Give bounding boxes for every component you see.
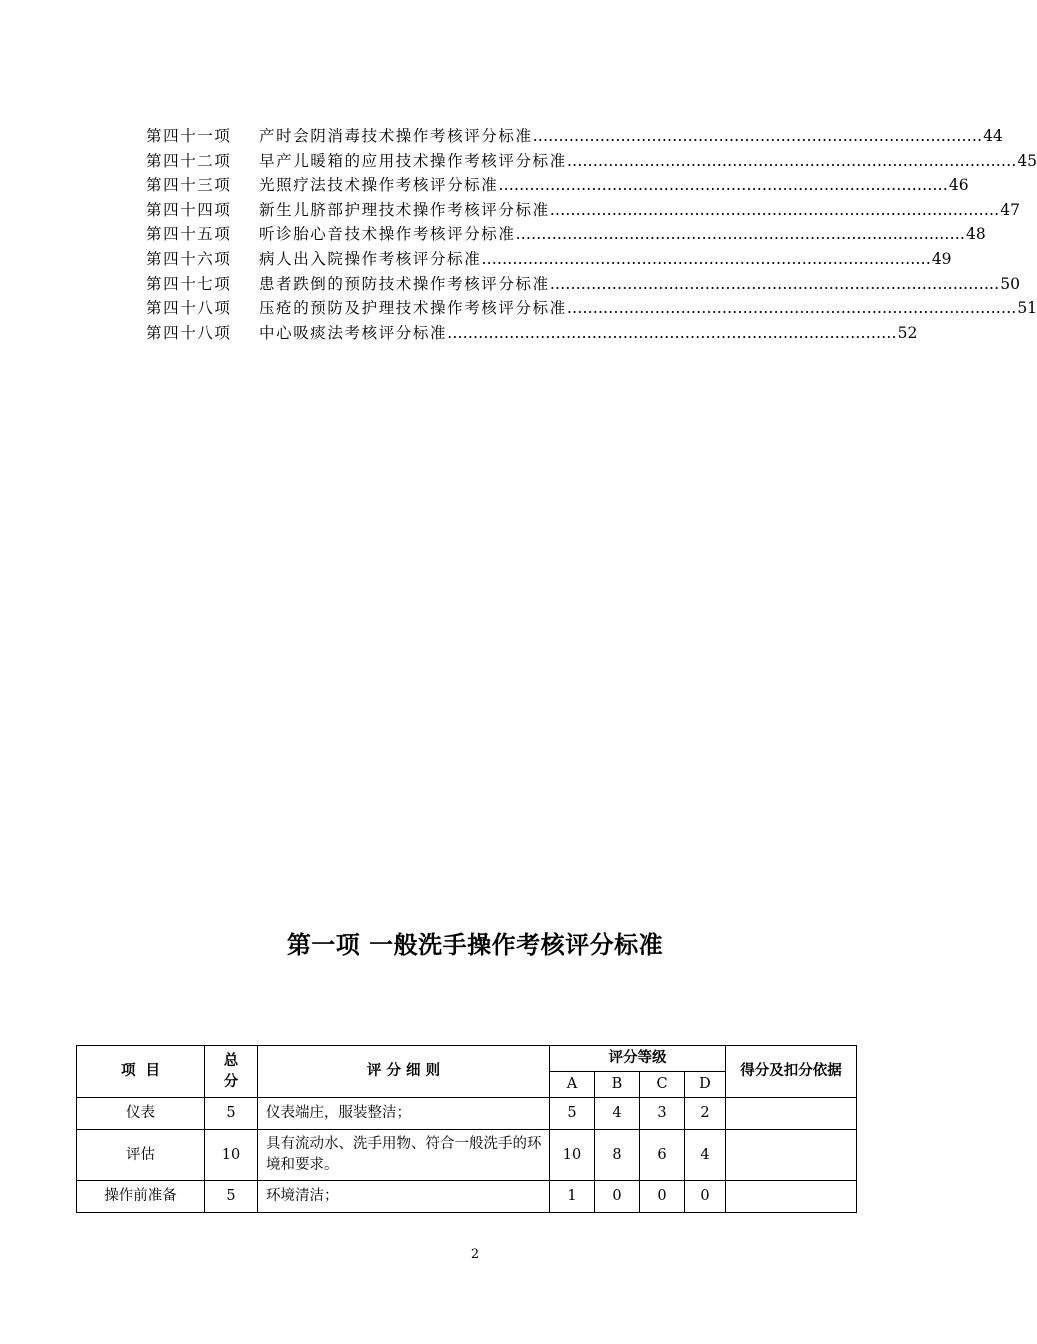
section-title: 第一项 一般洗手操作考核评分标准 <box>286 931 664 959</box>
toc-entry-page: 52 <box>897 323 918 342</box>
row-grade-a: 10 <box>550 1130 595 1181</box>
toc-entry-title: 光照疗法技术操作考核评分标准 <box>259 176 499 195</box>
toc-entry[interactable] <box>146 149 1037 174</box>
toc-entry-title: 新生儿脐部护理技术操作考核评分标准 <box>259 200 550 219</box>
toc-entry-number: 第四十二项 <box>146 151 232 170</box>
grade-a-header: A <box>550 1072 595 1098</box>
header-item: 项 目 <box>77 1046 205 1098</box>
toc-entry-page: 49 <box>931 249 952 268</box>
toc-entry-number: 第四十五项 <box>146 225 232 244</box>
toc-entry-page: 47 <box>1000 200 1020 219</box>
grade-b-header: B <box>595 1072 640 1098</box>
row-score[interactable] <box>726 1181 857 1213</box>
toc-entry-number: 第四十八项 <box>146 323 232 342</box>
table-row <box>77 1098 857 1130</box>
toc-entry-title: 压疮的预防及护理技术操作考核评分标准 <box>259 299 567 318</box>
toc-dot-leader: …………………………………………………………………………… <box>566 299 1017 318</box>
grade-d-header: D <box>685 1072 726 1098</box>
grade-c-header: C <box>640 1072 685 1098</box>
scoring-table <box>76 1045 857 1213</box>
toc-dot-leader: …………………………………………………………………………… <box>447 323 897 342</box>
toc-entry-number: 第四十四项 <box>146 200 232 219</box>
toc-entry-page: 45 <box>1017 151 1037 170</box>
toc-entry-title: 中心吸痰法考核评分标准 <box>259 323 448 342</box>
toc-entry-number: 第四十六项 <box>146 249 232 268</box>
toc-entry[interactable] <box>146 247 952 272</box>
toc-entry-page: 46 <box>948 176 969 195</box>
row-grade-c: 3 <box>640 1098 685 1130</box>
row-grade-c: 0 <box>640 1181 685 1213</box>
toc-entry[interactable] <box>146 296 1037 321</box>
header-score: 得分及扣分依据 <box>726 1046 857 1098</box>
row-item: 评估 <box>77 1130 205 1181</box>
toc-entry-number: 第四十三项 <box>146 176 232 195</box>
row-total: 5 <box>205 1098 258 1130</box>
row-grade-d: 0 <box>685 1181 726 1213</box>
toc-entry[interactable] <box>146 272 1020 297</box>
toc-entry[interactable] <box>146 173 969 198</box>
row-grade-a: 1 <box>550 1181 595 1213</box>
header-total: 总分 <box>205 1046 258 1098</box>
row-grade-b: 8 <box>595 1130 640 1181</box>
toc-dot-leader: …………………………………………………………………………… <box>549 274 1000 293</box>
toc-entry-number: 第四十一项 <box>146 127 232 145</box>
toc-dot-leader: …………………………………………………………………………… <box>549 200 1000 219</box>
toc-entry[interactable] <box>146 222 986 247</box>
row-grade-d: 2 <box>685 1098 726 1130</box>
toc-dot-leader: …………………………………………………………………………… <box>481 249 931 268</box>
row-total: 5 <box>205 1181 258 1213</box>
toc-entry-page: 50 <box>1000 274 1020 293</box>
header-grade: 评分等级 <box>550 1046 726 1072</box>
table-of-contents <box>146 124 1037 345</box>
row-grade-d: 4 <box>685 1130 726 1181</box>
row-grade-c: 6 <box>640 1130 685 1181</box>
row-total: 10 <box>205 1130 258 1181</box>
page-number: 2 <box>470 1247 480 1262</box>
row-item: 仪表 <box>77 1098 205 1130</box>
toc-dot-leader: …………………………………………………………………………… <box>515 225 966 244</box>
toc-entry-title: 早产儿暖箱的应用技术操作考核评分标准 <box>259 151 567 170</box>
row-rule: 环境清洁； <box>258 1181 550 1213</box>
row-grade-a: 5 <box>550 1098 595 1130</box>
toc-entry-number: 第四十八项 <box>146 299 232 318</box>
row-rule: 仪表端庄，服装整洁； <box>258 1098 550 1130</box>
toc-entry[interactable] <box>146 321 918 346</box>
toc-entry[interactable] <box>146 198 1020 223</box>
toc-entry-page: 44 <box>983 127 1003 145</box>
row-score[interactable] <box>726 1098 857 1130</box>
row-item: 操作前准备 <box>77 1181 205 1213</box>
row-rule: 具有流动水、洗手用物、符合一般洗手的环境和要求。 <box>258 1130 550 1181</box>
row-grade-b: 4 <box>595 1098 640 1130</box>
toc-entry-page: 48 <box>966 225 986 244</box>
toc-entry-title: 听诊胎心音技术操作考核评分标准 <box>259 225 516 244</box>
toc-dot-leader: …………………………………………………………………………… <box>566 151 1017 170</box>
toc-entry-title: 产时会阴消毒技术操作考核评分标准 <box>259 127 533 145</box>
toc-entry-title: 病人出入院操作考核评分标准 <box>259 249 482 268</box>
toc-entry[interactable] <box>146 124 1003 149</box>
toc-dot-leader: …………………………………………………………………………… <box>498 176 948 195</box>
row-grade-b: 0 <box>595 1181 640 1213</box>
toc-entry-title: 患者跌倒的预防技术操作考核评分标准 <box>259 274 550 293</box>
toc-entry-page: 51 <box>1017 299 1037 318</box>
row-score[interactable] <box>726 1130 857 1181</box>
table-row <box>77 1130 857 1181</box>
toc-dot-leader: …………………………………………………………………………… <box>532 127 983 145</box>
table-row <box>77 1181 857 1213</box>
header-rules: 评 分 细 则 <box>258 1046 550 1098</box>
toc-entry-number: 第四十七项 <box>146 274 232 293</box>
